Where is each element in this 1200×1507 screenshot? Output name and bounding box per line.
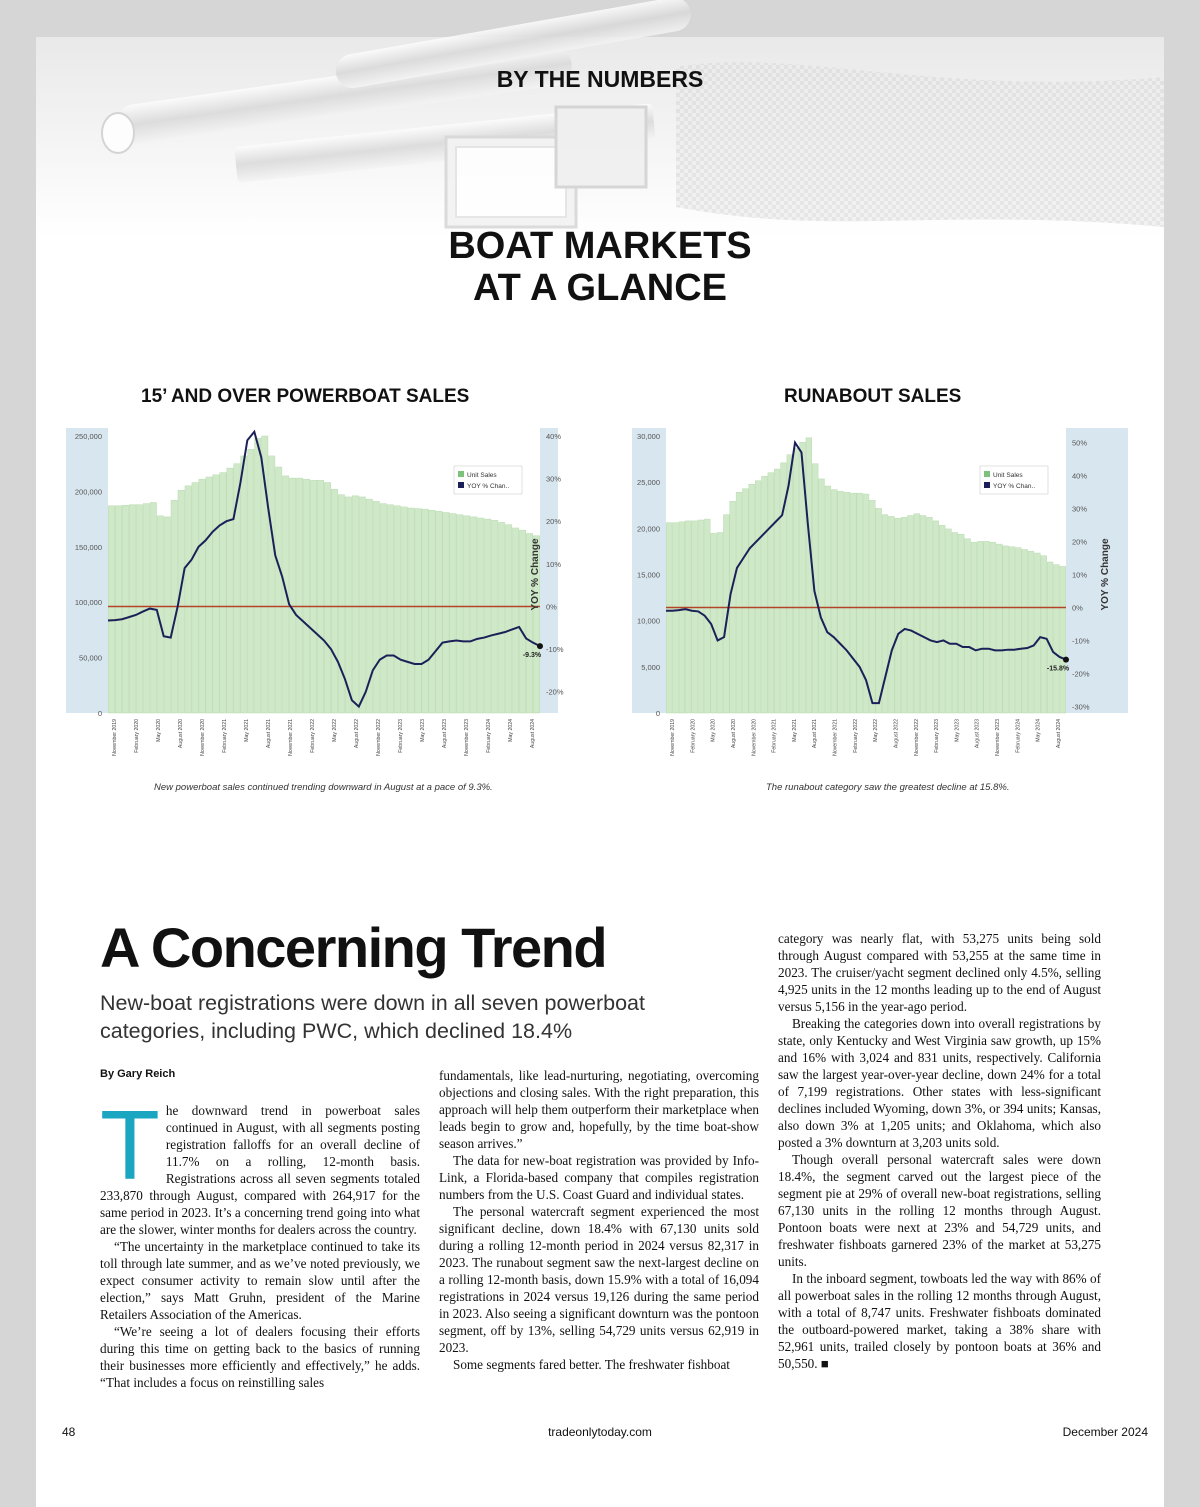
unit-sales-bar bbox=[806, 438, 812, 713]
unit-sales-bar bbox=[241, 456, 247, 713]
unit-sales-bar bbox=[519, 530, 525, 713]
y2-tick-label: 40% bbox=[546, 432, 562, 441]
unit-sales-bar bbox=[666, 523, 672, 713]
y-tick-label: 0 bbox=[655, 709, 660, 718]
x-tick-label: February 2023 bbox=[934, 719, 941, 753]
x-tick-label: February 2023 bbox=[398, 719, 404, 753]
unit-sales-bar bbox=[742, 489, 748, 713]
x-tick-label: November 2021 bbox=[288, 719, 294, 756]
footer-page-number: 48 bbox=[62, 1425, 76, 1439]
unit-sales-bar bbox=[498, 522, 504, 713]
unit-sales-bar bbox=[429, 510, 435, 713]
unit-sales-bar bbox=[1060, 566, 1066, 713]
unit-sales-bar bbox=[1003, 546, 1009, 713]
legend-label-unit-sales: Unit Sales bbox=[467, 472, 497, 479]
y-tick-label: 30,000 bbox=[637, 432, 660, 441]
unit-sales-bar bbox=[394, 506, 400, 713]
unit-sales-bar bbox=[946, 529, 952, 713]
unit-sales-bar bbox=[199, 479, 205, 713]
unit-sales-bar bbox=[317, 480, 323, 713]
unit-sales-bar bbox=[220, 473, 226, 713]
y2-tick-label: 20% bbox=[546, 517, 562, 527]
y-tick-label: 100,000 bbox=[74, 598, 102, 608]
unit-sales-bar bbox=[352, 496, 358, 713]
unit-sales-bar bbox=[914, 514, 920, 713]
unit-sales-bar bbox=[793, 449, 799, 713]
unit-sales-bar bbox=[895, 518, 901, 713]
unit-sales-bar bbox=[255, 438, 261, 713]
unit-sales-bar bbox=[387, 505, 393, 713]
y2-tick-label: 30% bbox=[546, 474, 562, 484]
x-tick-label: May 2023 bbox=[954, 719, 961, 742]
final-point-marker bbox=[537, 643, 543, 649]
unit-sales-bar bbox=[457, 515, 463, 713]
unit-sales-bar bbox=[213, 475, 219, 713]
unit-sales-bar bbox=[380, 504, 386, 713]
paragraph: Breaking the categories down into overall registrations by state, only Kentucky and West Virginia saw growth, up 15% and 16% with 3,024 and 831 units, respectively. California saw the largest year-over-year decline, down 24% for a total of 7,199 registrations. Other states with less-significant declines included Wyoming, down 3%, or 394 units; Kansas, also down 3% at 1,205 units; and Oklahoma, which also posted a 3% downturn at 3,203 units sold. bbox=[778, 1016, 1101, 1150]
chart-title-powerboat: 15’ AND OVER POWERBOAT SALES bbox=[141, 386, 470, 407]
y2-tick-label: 0% bbox=[1072, 603, 1083, 613]
unit-sales-bar bbox=[977, 541, 983, 713]
footer-site: tradeonlytoday.com bbox=[548, 1425, 652, 1439]
unit-sales-bar bbox=[685, 521, 691, 713]
unit-sales-bar bbox=[1028, 551, 1034, 713]
x-tick-label: February 2022 bbox=[852, 719, 859, 753]
unit-sales-bar bbox=[831, 490, 837, 713]
final-value-label: -9.3% bbox=[522, 652, 542, 660]
unit-sales-bar bbox=[464, 516, 470, 713]
unit-sales-bar bbox=[838, 491, 844, 713]
unit-sales-bar bbox=[971, 542, 977, 713]
unit-sales-bar bbox=[276, 467, 282, 713]
x-tick-label: November 2023 bbox=[995, 719, 1002, 756]
x-tick-label: August 2021 bbox=[812, 719, 819, 749]
unit-sales-bar bbox=[269, 456, 275, 713]
unit-sales-bar bbox=[958, 534, 964, 713]
unit-sales-bar bbox=[749, 484, 755, 713]
unit-sales-bar bbox=[736, 492, 742, 713]
unit-sales-bar bbox=[324, 483, 330, 713]
unit-sales-bar bbox=[952, 533, 958, 714]
chart-title-runabout: RUNABOUT SALES bbox=[784, 386, 962, 407]
drop-cap: T bbox=[100, 1090, 160, 1200]
article-column-3 bbox=[778, 930, 1101, 1372]
x-tick-label: August 2022 bbox=[354, 719, 360, 749]
caption-powerboat: New powerboat sales continued trending downward in August at a pace of 9.3%. bbox=[154, 782, 493, 793]
y2-tick-label: -10% bbox=[1072, 636, 1090, 646]
x-tick-label: August 2021 bbox=[266, 719, 272, 749]
unit-sales-bar bbox=[844, 492, 850, 713]
y-tick-label: 200,000 bbox=[74, 487, 102, 497]
x-tick-label: May 2020 bbox=[156, 719, 162, 742]
unit-sales-bar bbox=[192, 483, 198, 713]
x-tick-label: February 2020 bbox=[134, 719, 140, 753]
unit-sales-bar bbox=[901, 517, 907, 713]
x-tick-label: November 2019 bbox=[112, 719, 118, 756]
unit-sales-bar bbox=[698, 520, 704, 713]
legend-swatch-unit-sales bbox=[984, 471, 990, 477]
y2-tick-label: -20% bbox=[1072, 669, 1090, 679]
y2-axis-band bbox=[540, 428, 558, 713]
x-tick-label: May 2023 bbox=[420, 719, 426, 742]
y-tick-label: 250,000 bbox=[74, 432, 102, 441]
unit-sales-bar bbox=[450, 514, 456, 713]
paragraph: In the inboard segment, towboats led the way with 86% of all powerboat sales in the rolling 12 months through August, with a total of 8,747 units. Freshwater fishboats dominated the outboard-powered market, taking a 38% share with 52,961 units, trailed closely by pontoon boats at 36% and 50,550. ■ bbox=[778, 1271, 1101, 1371]
footer-date: December 2024 bbox=[1062, 1425, 1148, 1439]
article-dek: New-boat registrations were down in all seven powerboat categories, including PWC, which declined 18.4% bbox=[100, 991, 645, 1043]
caption-runabout: The runabout category saw the greatest decline at 15.8%. bbox=[766, 782, 1010, 793]
kicker: BY THE NUMBERS bbox=[496, 66, 704, 92]
unit-sales-bar bbox=[1016, 548, 1022, 713]
unit-sales-bar bbox=[303, 479, 309, 713]
paragraph: The personal watercraft segment experienced the most significant decline, down 18.4% with 67,130 units sold during a rolling 12-month period in 2024 versus 82,317 in 2023. The runabout segment saw the next-largest decline on a rolling 12-month basis, down 15.9% with a total of 16,094 registrations in 2024 versus 19,126 during the same period in 2023. Also seeing a significant downturn was the pontoon segment, off by 13%, selling 54,729 units versus 62,919 in 2023. bbox=[439, 1204, 759, 1355]
runabout-sales-chart bbox=[632, 425, 1128, 765]
unit-sales-bar bbox=[876, 508, 882, 713]
legend-swatch-yoy bbox=[984, 482, 990, 488]
unit-sales-bar bbox=[1054, 565, 1060, 713]
x-tick-label: February 2020 bbox=[690, 719, 697, 753]
x-tick-label: May 2021 bbox=[244, 719, 250, 742]
byline: By Gary Reich bbox=[100, 1068, 176, 1080]
y-axis-band bbox=[66, 428, 108, 713]
y2-tick-label: 10% bbox=[1072, 570, 1088, 580]
x-tick-label: February 2021 bbox=[771, 719, 778, 753]
y-tick-label: 0 bbox=[97, 709, 102, 718]
unit-sales-bar bbox=[512, 528, 518, 713]
magazine-page bbox=[36, 37, 1164, 1507]
x-tick-label: November 2019 bbox=[670, 719, 676, 756]
x-tick-label: November 2020 bbox=[200, 719, 206, 756]
unit-sales-bar bbox=[108, 506, 114, 713]
x-tick-label: August 2024 bbox=[1056, 719, 1062, 749]
paragraph: The data for new-boat registration was provided by Info-Link, a Florida-based company that compiles registration numbers from the U.S. Coast Guard and individual states. bbox=[439, 1153, 759, 1202]
unit-sales-bar bbox=[136, 505, 142, 713]
y-tick-label: 10,000 bbox=[637, 616, 660, 626]
unit-sales-bar bbox=[857, 493, 863, 713]
unit-sales-bar bbox=[492, 520, 498, 713]
y2-tick-label: 10% bbox=[546, 559, 562, 569]
unit-sales-bar bbox=[762, 476, 768, 713]
unit-sales-bar bbox=[1009, 547, 1015, 713]
x-tick-label: August 2020 bbox=[178, 719, 184, 749]
unit-sales-bar bbox=[990, 542, 996, 713]
y2-tick-label: 20% bbox=[1072, 537, 1088, 547]
unit-sales-bar bbox=[889, 516, 895, 713]
paragraph: “The uncertainty in the marketplace continued to take its toll through late summer, and as we’ve noted previously, we expect consumer activity to remain slow until after the election,” says Matt Gruhn, president of the Marine Retailers Association of the Americas. bbox=[100, 1239, 420, 1322]
unit-sales-bar bbox=[436, 511, 442, 713]
unit-sales-bar bbox=[485, 519, 491, 713]
unit-sales-bar bbox=[185, 486, 191, 713]
x-tick-label: August 2022 bbox=[893, 719, 900, 749]
legend-label-yoy: YOY % Chan.. bbox=[467, 483, 510, 490]
unit-sales-bar bbox=[310, 480, 316, 713]
paragraph: category was nearly flat, with 53,275 units being sold through August compared with 53,255 at the same time in 2023. The cruiser/yacht segment declined only 4.5%, selling 4,925 units in the 12 months leading up to the end of August versus 5,156 in the year-ago period. bbox=[778, 931, 1101, 1014]
unit-sales-bar bbox=[478, 518, 484, 713]
unit-sales-bar bbox=[505, 525, 511, 713]
unit-sales-bar bbox=[289, 478, 295, 713]
y-tick-label: 50,000 bbox=[79, 653, 102, 663]
unit-sales-bar bbox=[908, 516, 914, 713]
y2-tick-label: 30% bbox=[1072, 504, 1088, 514]
unit-sales-bar bbox=[129, 505, 135, 713]
x-tick-label: August 2023 bbox=[442, 719, 448, 749]
x-tick-label: August 2023 bbox=[974, 719, 981, 749]
unit-sales-bar bbox=[819, 479, 825, 713]
x-tick-label: February 2021 bbox=[222, 719, 228, 753]
unit-sales-bar bbox=[227, 468, 233, 713]
legend-swatch-unit-sales bbox=[458, 471, 464, 477]
unit-sales-bar bbox=[927, 517, 933, 713]
unit-sales-bar bbox=[939, 525, 945, 713]
y2-tick-label: 50% bbox=[1072, 438, 1088, 448]
y2-tick-label: -20% bbox=[546, 687, 564, 697]
unit-sales-bar bbox=[115, 506, 121, 713]
x-tick-label: February 2024 bbox=[1015, 719, 1022, 753]
y-tick-label: 20,000 bbox=[637, 524, 660, 534]
unit-sales-bar bbox=[673, 523, 679, 713]
unit-sales-bar bbox=[206, 477, 212, 713]
unit-sales-bar bbox=[296, 478, 302, 713]
x-tick-label: February 2022 bbox=[310, 719, 316, 753]
unit-sales-bar bbox=[443, 512, 449, 713]
unit-sales-bar bbox=[717, 533, 723, 714]
unit-sales-bar bbox=[122, 505, 128, 713]
unit-sales-bar bbox=[679, 522, 685, 713]
x-tick-label: May 2022 bbox=[873, 719, 880, 742]
x-tick-label: August 2020 bbox=[730, 719, 737, 749]
y2-axis-title: YOY % Change bbox=[1100, 538, 1111, 611]
article-title: A Concerning Trend bbox=[100, 916, 607, 979]
unit-sales-bar bbox=[825, 486, 831, 713]
headline-line-2: AT A GLANCE bbox=[472, 267, 727, 309]
unit-sales-bar bbox=[401, 507, 407, 713]
unit-sales-bar bbox=[984, 541, 990, 713]
y-tick-label: 15,000 bbox=[637, 570, 660, 580]
headline bbox=[36, 225, 1164, 309]
paragraph: “We’re seeing a lot of dealers focusing their efforts during this time on getting back to the basics of running their businesses more efficiently and effectively,” he adds. “That includes a focus on reinstilling sales bbox=[100, 1324, 420, 1390]
unit-sales-bar bbox=[248, 449, 254, 713]
unit-sales-bar bbox=[869, 500, 875, 713]
y2-tick-label: -30% bbox=[1072, 702, 1090, 712]
powerboat-sales-chart bbox=[66, 425, 564, 765]
y2-tick-label: -10% bbox=[546, 645, 564, 655]
unit-sales-bar bbox=[1022, 549, 1028, 713]
unit-sales-bar bbox=[774, 469, 780, 713]
unit-sales-bar bbox=[933, 521, 939, 713]
unit-sales-bar bbox=[359, 497, 365, 713]
unit-sales-bar bbox=[471, 517, 477, 713]
unit-sales-bar bbox=[768, 473, 774, 713]
y2-tick-label: 40% bbox=[1072, 471, 1088, 481]
headline-line-1: BOAT MARKETS bbox=[448, 225, 752, 267]
y2-tick-label: 0% bbox=[546, 602, 557, 612]
y-tick-label: 25,000 bbox=[637, 478, 660, 488]
unit-sales-bar bbox=[692, 521, 698, 713]
x-tick-label: May 2022 bbox=[332, 719, 338, 742]
final-value-label: -15.8% bbox=[1046, 665, 1070, 673]
hero-graphic-tubes bbox=[36, 37, 1164, 237]
x-tick-label: May 2020 bbox=[710, 719, 717, 742]
x-tick-label: May 2024 bbox=[508, 719, 514, 742]
y-tick-label: 150,000 bbox=[74, 542, 102, 552]
unit-sales-bar bbox=[164, 517, 170, 713]
unit-sales-bar bbox=[331, 489, 337, 713]
x-tick-label: May 2021 bbox=[791, 719, 798, 742]
article-column-2 bbox=[439, 1067, 759, 1373]
legend-swatch-yoy bbox=[458, 482, 464, 488]
paragraph: he downward trend in powerboat sales continued in August, with all segments posting registration falloffs for an overall decline of 11.7% on a rolling, 12-month basis. Registrations across all seven segments totaled 233,870 through August, compared with 264,917 for the same period in 2023. It’s a concerning trend going into what are the slower, winter months for dealers across the country. bbox=[100, 1103, 420, 1237]
paragraph: Though overall personal watercraft sales were down 18.4%, the segment carved out the largest piece of the segment pie at 29% of overall new-boat registrations, selling 67,130 units in the rolling 12 months through August. Pontoon boats were next at 23% and 54,729 units, and freshwater fishboats garnered 23% of the market at 53,275 units. bbox=[778, 1152, 1101, 1269]
unit-sales-bar bbox=[755, 481, 761, 713]
unit-sales-bar bbox=[920, 516, 926, 713]
x-tick-label: November 2021 bbox=[832, 719, 839, 756]
x-tick-label: November 2020 bbox=[751, 719, 758, 756]
x-tick-label: November 2022 bbox=[913, 719, 920, 756]
legend-label-yoy: YOY % Chan.. bbox=[993, 483, 1036, 490]
legend-label-unit-sales: Unit Sales bbox=[993, 472, 1023, 479]
unit-sales-bar bbox=[408, 508, 414, 713]
final-point-marker bbox=[1063, 657, 1069, 663]
x-tick-label: February 2024 bbox=[486, 719, 492, 753]
unit-sales-bar bbox=[1041, 556, 1047, 713]
unit-sales-bar bbox=[338, 495, 344, 713]
y-tick-label: 5,000 bbox=[641, 662, 660, 672]
unit-sales-bar bbox=[1047, 562, 1053, 713]
x-tick-label: November 2023 bbox=[464, 719, 470, 756]
unit-sales-bar bbox=[150, 502, 156, 713]
x-tick-label: November 2022 bbox=[376, 719, 382, 756]
unit-sales-bar bbox=[415, 509, 421, 713]
x-tick-label: May 2024 bbox=[1035, 719, 1042, 742]
article-column-1 bbox=[100, 1090, 420, 1391]
unit-sales-bar bbox=[850, 493, 856, 713]
unit-sales-bar bbox=[965, 539, 971, 713]
x-tick-label: August 2024 bbox=[530, 719, 536, 749]
unit-sales-bar bbox=[1035, 553, 1041, 713]
unit-sales-bar bbox=[996, 544, 1002, 713]
paragraph: Some segments fared better. The freshwater fishboat bbox=[453, 1357, 730, 1372]
y2-axis-title: YOY % Change bbox=[530, 538, 541, 611]
paragraph: fundamentals, like lead-nurturing, negotiating, overcoming objections and closing sales. With the right preparation, this approach will help them outperform their marketplace when leads begin to grow and, hopefully, by the time boat-show season arrives.” bbox=[439, 1068, 759, 1151]
unit-sales-bar bbox=[422, 509, 428, 713]
